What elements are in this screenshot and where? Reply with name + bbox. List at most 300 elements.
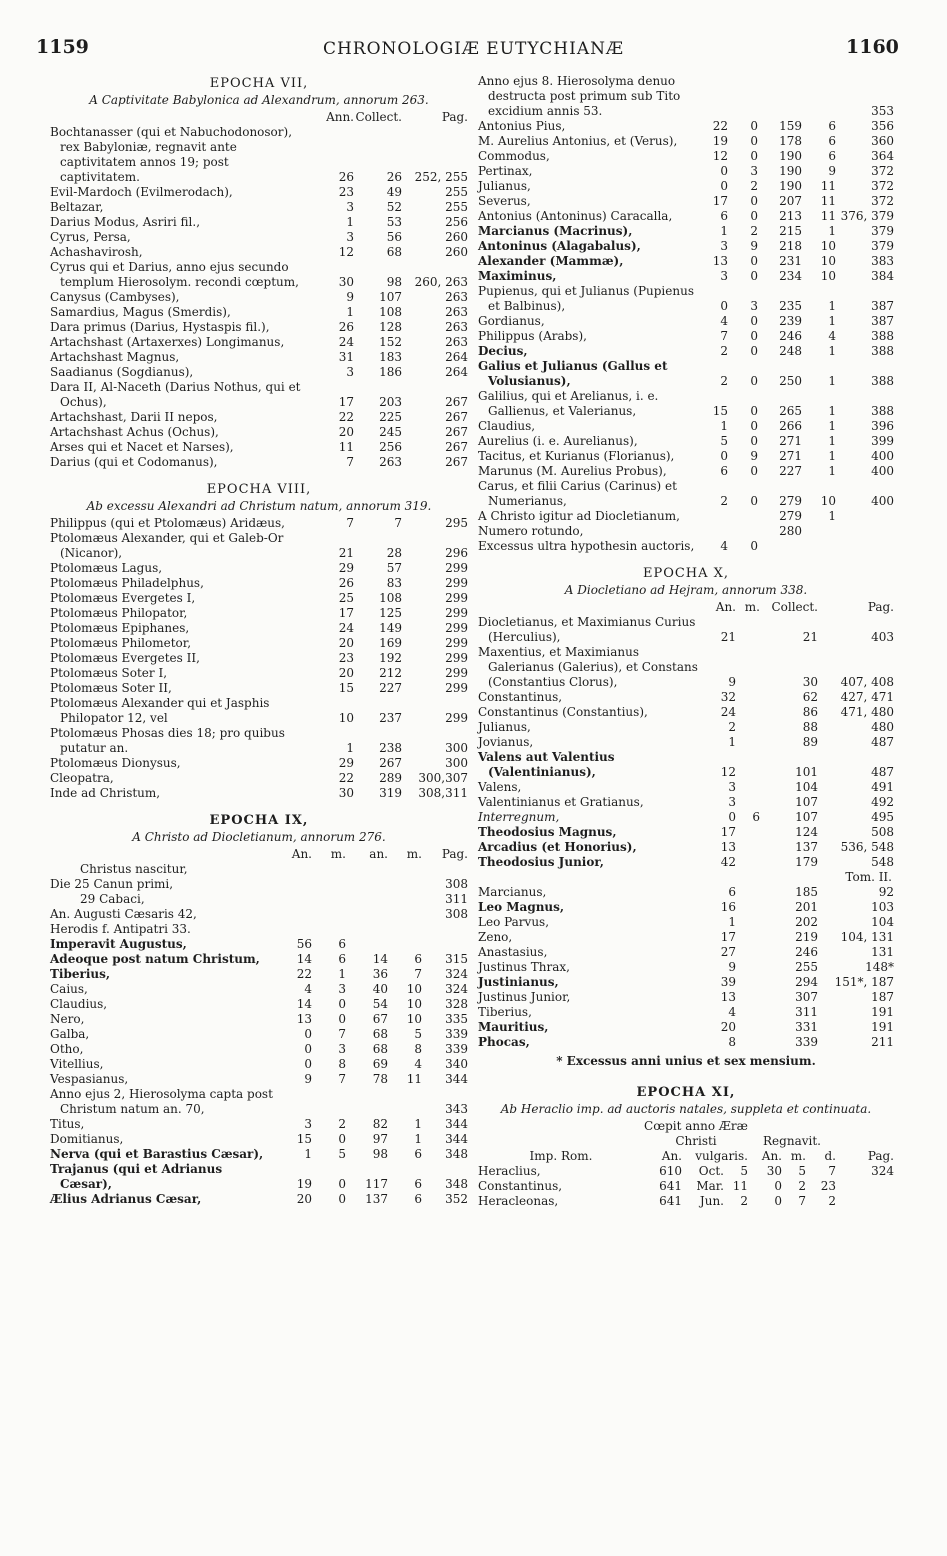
entry-value: 260 — [445, 245, 468, 259]
table-row — [50, 997, 468, 1012]
column-header: vulgaris. — [695, 1149, 748, 1163]
entry-value — [388, 1087, 422, 1117]
entry-value: 0 — [304, 1027, 312, 1041]
table-row — [50, 230, 468, 245]
table-row — [50, 561, 468, 576]
entry-value: 124 — [795, 825, 818, 839]
entry-value: 98 — [372, 1147, 388, 1161]
entry-value: 252, 255 — [414, 170, 468, 184]
entry-value: 0 — [728, 810, 736, 824]
entry-value: 399 — [871, 434, 894, 448]
entry-value: 54 — [372, 997, 388, 1011]
table-row — [50, 576, 468, 591]
entry-value: 6 — [728, 885, 736, 899]
entry-value: 1 — [414, 1132, 422, 1146]
entry-value: 9 — [346, 290, 354, 304]
table-row — [478, 344, 894, 359]
entry-value: 3 — [720, 269, 728, 283]
entry-value: 308,311 — [418, 786, 468, 800]
entry-value: 137 — [365, 1192, 388, 1206]
entry-value: 311 — [795, 1005, 818, 1019]
entry-name: Zeno, — [478, 930, 513, 944]
entry-value — [758, 74, 802, 119]
table-row — [50, 531, 468, 561]
entry-value: 260 — [445, 230, 468, 244]
table-row — [50, 937, 468, 952]
entry-value: 2 — [720, 494, 728, 508]
entry-name: Ptolomæus Philadelphus, — [50, 576, 204, 590]
entry-name: Constantinus (Constantius), — [478, 705, 648, 719]
entry-value — [736, 945, 760, 960]
entry-name: Justinus Junior, — [478, 990, 571, 1004]
entry-value — [346, 862, 388, 877]
entry-value — [736, 1005, 760, 1020]
entry-value: 299 — [445, 681, 468, 695]
entry-value: 0 — [720, 449, 728, 463]
entry-value: 7 — [346, 455, 354, 469]
entry-value: 117 — [365, 1177, 388, 1191]
entry-value: 339 — [445, 1042, 468, 1056]
entry-value: 10 — [406, 1012, 422, 1026]
entry-value: 235 — [779, 299, 802, 313]
entry-value: 491 — [871, 780, 894, 794]
entry-value: 31 — [338, 350, 354, 364]
entry-value: 17 — [338, 395, 354, 409]
entry-value: 20 — [296, 1192, 312, 1206]
table-row — [478, 975, 894, 990]
entry-value: 21 — [720, 630, 736, 644]
entry-value — [728, 524, 758, 539]
entry-name: Interregnum, — [478, 810, 560, 824]
entry-value: 263 — [445, 335, 468, 349]
entry-value: 128 — [379, 320, 402, 334]
entry-value: 0 — [750, 464, 758, 478]
entry-value: 353 — [871, 104, 894, 118]
entry-value — [736, 900, 760, 915]
entry-value: 32 — [720, 690, 736, 704]
entry-value: 260, 263 — [414, 275, 468, 289]
entry-value: 384 — [871, 269, 894, 283]
table-row — [478, 284, 894, 314]
table-row — [50, 245, 468, 260]
entry-value: 6 — [828, 134, 836, 148]
entry-value: 62 — [802, 690, 818, 704]
entry-value: 5 — [720, 434, 728, 448]
entry-value: 344 — [445, 1132, 468, 1146]
entry-value: 23 — [338, 651, 354, 665]
entry-name: Mauritius, — [478, 1020, 549, 1034]
table-row — [50, 455, 468, 470]
entry-value: 7 — [338, 1072, 346, 1086]
entry-value: 360 — [871, 134, 894, 148]
entry-value: 13 — [712, 254, 728, 268]
entry-value — [284, 922, 312, 937]
entry-value: 256 — [379, 440, 402, 454]
entry-value — [312, 1087, 346, 1117]
entry-value: 149 — [379, 621, 402, 635]
entry-value: 335 — [445, 1012, 468, 1026]
entry-value: 248 — [779, 344, 802, 358]
entry-name: Philippus (Arabs), — [478, 329, 587, 343]
tome-marker-row — [478, 870, 894, 885]
entry-value — [728, 74, 758, 119]
table-row — [50, 892, 468, 907]
entry-value: 4 — [720, 314, 728, 328]
entry-value: 315 — [445, 952, 468, 966]
entry-value: 2 — [720, 344, 728, 358]
entry-value: 17 — [712, 194, 728, 208]
entry-value: 3 — [750, 164, 758, 178]
table-row — [478, 119, 894, 134]
table-row — [478, 900, 894, 915]
entry-value: 0 — [720, 299, 728, 313]
table-row — [478, 359, 894, 389]
table-row — [50, 410, 468, 425]
entry-value — [736, 645, 760, 690]
epocha-ix-subtitle: A Christo ad Diocletianum, annorum 276. — [132, 830, 386, 844]
entry-value: 7 — [414, 967, 422, 981]
entry-name: Ptolomæus Philometor, — [50, 636, 192, 650]
entry-value: 267 — [445, 455, 468, 469]
entry-value: 151*, 187 — [834, 975, 894, 989]
entry-value: 388 — [871, 329, 894, 343]
table-header-row — [478, 1149, 894, 1164]
table-row — [478, 524, 894, 539]
entry-value — [802, 539, 836, 554]
entry-value: 39 — [720, 975, 736, 989]
entry-value — [284, 1087, 312, 1117]
entry-value: 191 — [871, 1005, 894, 1019]
entry-value: 495 — [871, 810, 894, 824]
entry-value: 5 — [338, 1147, 346, 1161]
entry-value: 202 — [795, 915, 818, 929]
entry-name: Ptolomæus Epiphanes, — [50, 621, 190, 635]
entry-value: 471, 480 — [840, 705, 894, 719]
entry-value: 22 — [338, 410, 354, 424]
table-row — [50, 440, 468, 455]
entry-value: 246 — [795, 945, 818, 959]
entry-value: 536, 548 — [840, 840, 894, 854]
entry-value: 340 — [445, 1057, 468, 1071]
table-row — [50, 365, 468, 380]
table-row — [478, 224, 894, 239]
entry-name: Justinus Thrax, — [478, 960, 570, 974]
entry-value — [736, 1035, 760, 1050]
entry-value: 107 — [795, 795, 818, 809]
entry-value — [736, 855, 760, 870]
table-row — [478, 645, 894, 690]
epocha-ix-table — [50, 847, 468, 1207]
footnote: * Excessus anni unius et sex mensium. — [556, 1054, 816, 1068]
table-row — [50, 1042, 468, 1057]
entry-value — [736, 750, 760, 780]
entry-name: Antoninus (Alagabalus), — [478, 239, 641, 253]
entry-value: 42 — [720, 855, 736, 869]
entry-value: 17 — [338, 606, 354, 620]
table-row — [50, 1027, 468, 1042]
table-row — [50, 696, 468, 726]
entry-value: 324 — [445, 982, 468, 996]
entry-value: 250 — [779, 374, 802, 388]
entry-value: 11 — [820, 209, 836, 223]
entry-value: 30 — [802, 675, 818, 689]
entry-value: 352 — [445, 1192, 468, 1206]
entry-value: 192 — [379, 651, 402, 665]
entry-name: Theodosius Junior, — [478, 855, 604, 869]
entry-value: 311 — [445, 892, 468, 906]
entry-value: 492 — [871, 795, 894, 809]
entry-value: 67 — [372, 1012, 388, 1026]
entry-value: 29 — [338, 561, 354, 575]
entry-value — [836, 539, 894, 554]
entry-value: 190 — [779, 149, 802, 163]
entry-value: 3 — [346, 230, 354, 244]
table-row — [478, 329, 894, 344]
entry-value: 104 — [795, 780, 818, 794]
entry-value: 388 — [871, 374, 894, 388]
entry-value: 21 — [338, 546, 354, 560]
entry-value: 3 — [346, 200, 354, 214]
entry-value: 25 — [338, 591, 354, 605]
entry-name: Tacitus, et Kurianus (Florianus), — [478, 449, 675, 463]
entry-value: 376, 379 — [840, 209, 894, 223]
entry-value: 9 — [728, 960, 736, 974]
entry-value: 0 — [774, 1179, 782, 1193]
entry-value — [284, 877, 312, 892]
entry-value — [736, 915, 760, 930]
entry-value: 97 — [372, 1132, 388, 1146]
entry-value: 6 — [720, 464, 728, 478]
right-column — [478, 74, 894, 1209]
entry-value: 1 — [828, 419, 836, 433]
entry-value: 0 — [304, 1057, 312, 1071]
table-row — [478, 735, 894, 750]
entry-value: 324 — [871, 1164, 894, 1178]
table-row — [50, 666, 468, 681]
entry-name: Excessus ultra hypothesin auctoris, — [478, 539, 695, 553]
entry-value: 11 — [732, 1179, 748, 1193]
entry-value: Oct. — [698, 1164, 724, 1178]
entry-value: 0 — [750, 494, 758, 508]
entry-value — [736, 720, 760, 735]
table-row — [50, 726, 468, 756]
entry-name: Heraclius, — [478, 1164, 541, 1178]
table-row — [478, 539, 894, 554]
entry-value: 263 — [445, 305, 468, 319]
page-number-right: 1160 — [846, 36, 899, 58]
entry-name: Valens aut Valentius (Valentinianus), — [478, 750, 615, 779]
entry-name: Ptolomæus Dionysus, — [50, 756, 181, 770]
entry-value — [802, 74, 836, 119]
entry-value: 239 — [779, 314, 802, 328]
entry-name: M. Aurelius Antonius, et (Verus), — [478, 134, 678, 148]
entry-name: Aurelius (i. e. Aurelianus), — [478, 434, 638, 448]
entry-value: 24 — [720, 705, 736, 719]
entry-value: 299 — [445, 711, 468, 725]
table-row — [50, 1117, 468, 1132]
entry-value: 183 — [379, 350, 402, 364]
table-row — [478, 1164, 894, 1179]
entry-name: Tiberius, — [478, 1005, 532, 1019]
entry-value: 372 — [871, 164, 894, 178]
table-header-row — [478, 1119, 894, 1149]
entry-name: Marcianus (Macrinus), — [478, 224, 633, 238]
entry-value — [422, 937, 468, 952]
entry-value: 400 — [871, 464, 894, 478]
entry-name: Severus, — [478, 194, 531, 208]
entry-value: Mar. — [696, 1179, 724, 1193]
epocha-xi-table — [478, 1119, 894, 1209]
epocha-x-subtitle: A Diocletiano ad Hejram, annorum 338. — [564, 583, 808, 597]
entry-value: 396 — [871, 419, 894, 433]
entry-value: 7 — [346, 516, 354, 530]
column-header: m. — [790, 1149, 806, 1163]
entry-name: Antonius (Antoninus) Caracalla, — [478, 209, 673, 223]
epocha-xi-title: EPOCHA XI, — [636, 1085, 736, 1100]
entry-value: 207 — [779, 194, 802, 208]
entry-value: 548 — [871, 855, 894, 869]
entry-name: Justinianus, — [478, 975, 559, 989]
entry-value: 265 — [779, 404, 802, 418]
entry-value: 225 — [379, 410, 402, 424]
entry-value: 267 — [445, 440, 468, 454]
entry-value: 12 — [720, 765, 736, 779]
table-row — [50, 200, 468, 215]
entry-name: Marcianus, — [478, 885, 547, 899]
entry-value: 8 — [414, 1042, 422, 1056]
entry-value: 379 — [871, 239, 894, 253]
entry-name: Anastasius, — [478, 945, 548, 959]
table-row — [478, 990, 894, 1005]
entry-value: 3 — [728, 795, 736, 809]
entry-name: Ptolomæus Alexander, qui et Galeb-Or (Nicanor), — [50, 531, 284, 560]
entry-name: Otho, — [50, 1042, 84, 1056]
entry-value: 267 — [445, 395, 468, 409]
entry-value: 0 — [338, 1012, 346, 1026]
entry-value: 0 — [750, 134, 758, 148]
entry-value: 0 — [750, 269, 758, 283]
entry-value: 20 — [338, 636, 354, 650]
entry-value: 4 — [720, 539, 728, 553]
table-row — [50, 290, 468, 305]
entry-value: 20 — [720, 1020, 736, 1034]
entry-value: 0 — [750, 539, 758, 553]
entry-name: Achashavirosh, — [50, 245, 143, 259]
entry-value: 108 — [379, 591, 402, 605]
entry-value — [284, 907, 312, 922]
entry-value: 2 — [728, 720, 736, 734]
entry-value — [736, 795, 760, 810]
entry-value: 1 — [414, 1117, 422, 1131]
entry-value: 4 — [728, 1005, 736, 1019]
table-row — [50, 215, 468, 230]
entry-value: 245 — [379, 425, 402, 439]
entry-value: 218 — [779, 239, 802, 253]
entry-value: 108 — [379, 305, 402, 319]
table-row — [50, 907, 468, 922]
entry-value — [388, 877, 422, 892]
table-row — [478, 449, 894, 464]
table-row — [478, 1020, 894, 1035]
entry-value: 263 — [445, 320, 468, 334]
table-row — [478, 720, 894, 735]
entry-value: 86 — [802, 705, 818, 719]
entry-value: 88 — [802, 720, 818, 734]
entry-value: 344 — [445, 1072, 468, 1086]
entry-value: 83 — [386, 576, 402, 590]
entry-value: 98 — [386, 275, 402, 289]
entry-value: 279 — [779, 494, 802, 508]
entry-name: Adeoque post natum Christum, — [50, 952, 260, 966]
entry-value: 9 — [828, 164, 836, 178]
entry-value — [736, 840, 760, 855]
entry-name: Evil-Mardoch (Evilmerodach), — [50, 185, 233, 199]
table-row — [50, 1057, 468, 1072]
entry-value: 190 — [779, 164, 802, 178]
entry-value: 508 — [871, 825, 894, 839]
column-header: Regnavit. — [763, 1134, 821, 1148]
entry-value — [312, 877, 346, 892]
entry-value: 6 — [414, 1177, 422, 1191]
entry-value: 16 — [720, 900, 736, 914]
entry-value: 215 — [779, 224, 802, 238]
column-header: An. — [715, 600, 736, 614]
entry-name: Saadianus (Sogdianus), — [50, 365, 194, 379]
entry-name: Nerva (qui et Barastius Cæsar), — [50, 1147, 264, 1161]
entry-value: 14 — [296, 952, 312, 966]
entry-value — [388, 922, 422, 937]
entry-value: 641 — [659, 1194, 682, 1208]
entry-value: 211 — [871, 1035, 894, 1049]
entry-name: Jovianus, — [478, 735, 534, 749]
entry-value: 53 — [386, 215, 402, 229]
entry-value: 356 — [871, 119, 894, 133]
entry-value: 388 — [871, 344, 894, 358]
entry-value — [346, 937, 388, 952]
entry-value: 8 — [338, 1057, 346, 1071]
entry-value: 52 — [386, 200, 402, 214]
entry-value: 6 — [828, 119, 836, 133]
entry-value: 6 — [414, 1147, 422, 1161]
table-row — [50, 922, 468, 937]
table-row — [478, 149, 894, 164]
table-row — [50, 185, 468, 200]
epocha-viii-title: EPOCHA VIII, — [206, 482, 312, 497]
entry-value: 56 — [386, 230, 402, 244]
entry-name: 29 Cabaci, — [80, 892, 145, 906]
entry-name: Pertinax, — [478, 164, 533, 178]
entry-value: 427, 471 — [840, 690, 894, 704]
entry-value — [388, 892, 422, 907]
entry-value: 9 — [304, 1072, 312, 1086]
entry-value: 107 — [379, 290, 402, 304]
entry-name: An. Augusti Cæsaris 42, — [50, 907, 197, 921]
column-header: Pag. — [867, 600, 894, 614]
epocha-ix-title: EPOCHA IX, — [209, 813, 309, 828]
entry-value: 10 — [820, 239, 836, 253]
entry-value: 339 — [795, 1035, 818, 1049]
entry-value: 56 — [296, 937, 312, 951]
entry-value: 9 — [750, 239, 758, 253]
entry-value: 300,307 — [418, 771, 468, 785]
entry-name: Tiberius, — [50, 967, 111, 981]
entry-value — [388, 937, 422, 952]
column-header: Imp. Rom. — [529, 1149, 593, 1163]
entry-value: 68 — [372, 1042, 388, 1056]
entry-value: 299 — [445, 606, 468, 620]
entry-name: Philippus (qui et Ptolomæus) Aridæus, — [50, 516, 285, 530]
table-row — [478, 810, 894, 825]
